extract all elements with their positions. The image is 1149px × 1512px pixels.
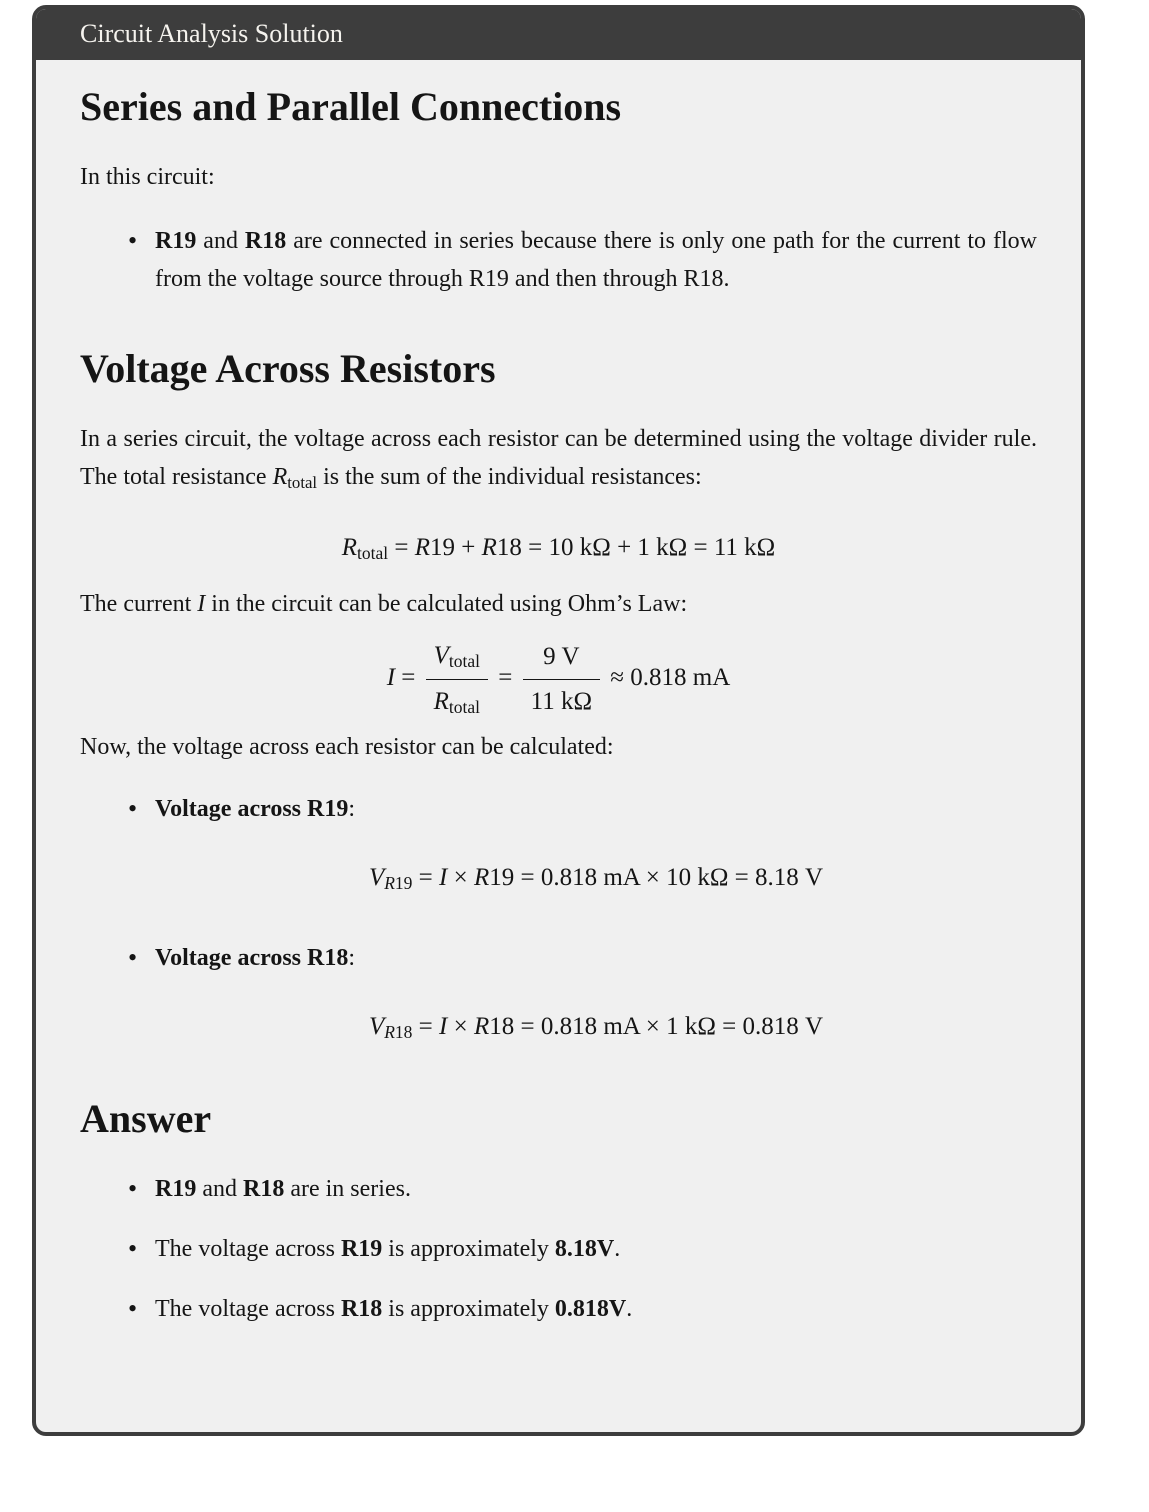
math-sub: total: [448, 651, 481, 672]
voltage-r19-label: Voltage across R19: [155, 796, 349, 822]
voltage-r18-label: Voltage across R18: [155, 945, 349, 971]
math-var: V: [368, 1013, 385, 1040]
bullet-text: are connected in series because there is only one path for the current to flow from the voltage source through R19 and then through R18.: [155, 228, 1038, 292]
math-var-i: I: [439, 864, 448, 891]
fraction-denominator: 11 kΩ: [530, 688, 593, 715]
r18-bold: R18: [244, 228, 287, 254]
answer-text: .: [614, 1236, 621, 1262]
math-sub: total: [357, 543, 389, 564]
voltage-r19-item: [128, 790, 1037, 899]
fraction-numerator: [426, 639, 488, 680]
r19-bold: R19: [155, 228, 197, 254]
answer-text: The voltage across: [155, 1296, 341, 1322]
math-text: ×: [447, 864, 474, 891]
math-text: =: [492, 664, 519, 692]
math-subnum: 19: [394, 873, 413, 894]
card-body: [36, 82, 1081, 1348]
math-text: =: [388, 534, 415, 561]
answer-text: is approximately: [382, 1296, 555, 1322]
heading-series-parallel: Series and Parallel Connections: [80, 84, 622, 129]
heading-answer: Answer: [80, 1096, 212, 1141]
equation-vr19: [155, 858, 1037, 899]
equation-rtotal: [80, 528, 1037, 569]
answer-item-series: [128, 1170, 1037, 1208]
equation-vr18: [155, 1007, 1037, 1048]
math-var: V: [433, 642, 449, 669]
math-subvar: R: [384, 1022, 395, 1043]
math-var-i: I: [386, 664, 396, 692]
solution-card: [32, 5, 1085, 1436]
answer-bold: R19: [340, 1236, 383, 1262]
answer-bold: 0.818V: [554, 1296, 627, 1322]
answer-bold: R18: [340, 1296, 383, 1322]
math-text: 18 = 10 kΩ + 1 kΩ = 11 kΩ: [496, 534, 776, 561]
answer-text: and: [196, 1176, 243, 1202]
equation-current: [80, 639, 1037, 720]
answer-item-r18: [128, 1290, 1037, 1328]
math-var: R: [473, 864, 490, 891]
voltage-r18-item: [128, 939, 1037, 1048]
intro-text: In this circuit:: [80, 164, 215, 190]
answer-text: are in series.: [284, 1176, 411, 1202]
math-var: R: [414, 534, 431, 561]
math-var-r: R: [272, 464, 288, 490]
card-titlebar: [36, 9, 1081, 60]
math-var: R: [433, 688, 449, 715]
math-text: 18 = 0.818 mA × 1 kΩ = 0.818 V: [489, 1013, 824, 1040]
voltage-divider-paragraph: [80, 420, 1037, 498]
answer-text: .: [626, 1296, 633, 1322]
answer-bold: R19: [155, 1176, 197, 1202]
answer-bold: 8.18V: [554, 1236, 615, 1262]
math-text: 19 = 0.818 mA × 10 kΩ = 8.18 V: [489, 864, 824, 891]
math-sub: total: [448, 697, 481, 718]
answer-text: The voltage across: [155, 1236, 341, 1262]
bullet-text: and: [196, 228, 245, 254]
answer-list: [80, 1170, 1037, 1328]
math-var: V: [368, 864, 385, 891]
label-colon: :: [348, 945, 355, 971]
math-text: ≈ 0.818 mA: [604, 664, 731, 692]
fraction-vtotal-rtotal: [426, 639, 488, 720]
math-var-i: I: [439, 1013, 448, 1040]
math-text: ×: [447, 1013, 474, 1040]
math-text: =: [412, 864, 440, 891]
paragraph-text: in the circuit can be calculated using Ohm’s Law:: [205, 591, 688, 617]
now-voltage-paragraph: Now, the voltage across each resistor can be calculated:: [80, 734, 614, 760]
paragraph-text: is the sum of the individual resistances:: [317, 464, 702, 490]
math-text: =: [395, 664, 422, 692]
answer-bold: R18: [243, 1176, 285, 1202]
math-sub: [384, 1022, 412, 1042]
math-sub-total: total: [287, 473, 318, 493]
math-var-i: I: [197, 591, 206, 617]
math-text: 19 +: [430, 534, 482, 561]
label-colon: :: [348, 796, 355, 822]
paragraph-text: The current: [80, 591, 198, 617]
math-subvar: R: [384, 873, 395, 894]
voltage-bullet-list: [80, 790, 1037, 1048]
fraction-9v-11kohm: [523, 640, 600, 719]
math-subnum: 18: [394, 1022, 413, 1043]
card-title: Circuit Analysis Solution: [80, 19, 343, 48]
math-var: R: [473, 1013, 490, 1040]
series-bullet-item: [128, 222, 1037, 298]
fraction-numerator: 9 V: [523, 640, 600, 680]
fraction-denominator: [426, 680, 488, 720]
answer-item-r19: [128, 1230, 1037, 1268]
heading-voltage-across-resistors: Voltage Across Resistors: [80, 346, 496, 391]
paragraph-text: In a series circuit, the voltage across each resistor can be determined using the voltage divider rule. The total resistance: [80, 426, 1037, 490]
math-sub: [384, 873, 412, 893]
series-bullet-list: [80, 222, 1037, 298]
math-var: R: [481, 534, 497, 561]
math-var: R: [341, 534, 358, 561]
answer-text: is approximately: [382, 1236, 555, 1262]
math-text: =: [412, 1013, 440, 1040]
ohms-law-paragraph: [80, 585, 1037, 623]
